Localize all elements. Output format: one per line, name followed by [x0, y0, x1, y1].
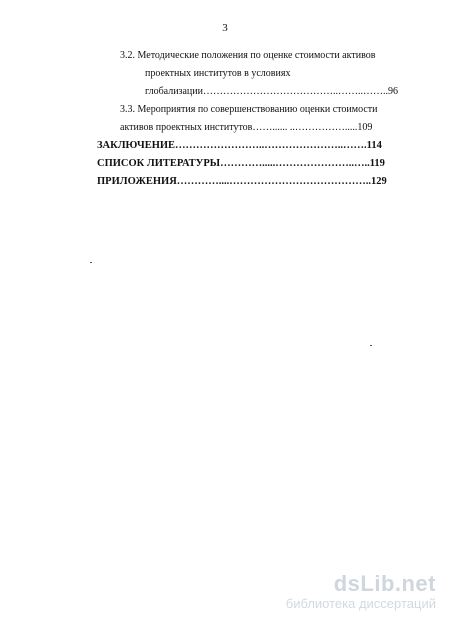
toc-item-3-2-line-2: проектных институтов в условиях	[145, 68, 291, 79]
toc-conclusion: ЗАКЛЮЧЕНИЕ……………………..…………………..…….114	[97, 140, 382, 151]
scan-speck	[370, 345, 372, 346]
toc-item-3-2-line-3: глобализации…………………………………..……..……..96	[145, 86, 398, 97]
toc-appendices: ПРИЛОЖЕНИЯ…………....…………………………………..129	[97, 176, 387, 187]
toc-item-3-2-line-1: 3.2. Методические положения по оценке стоимости активов	[120, 50, 376, 61]
page-number: 3	[222, 22, 228, 34]
toc-item-3-3-line-1: 3.3. Мероприятия по совершенствованию оценки стоимости	[120, 104, 378, 115]
watermark-logo: dsLib.net	[333, 571, 436, 596]
toc-references: СПИСОК ЛИТЕРАТУРЫ………….....…………………..…..119	[97, 158, 385, 169]
watermark	[286, 572, 436, 611]
toc-item-3-3-line-2: активов проектных институтов……...... ..…………….....109	[120, 122, 373, 133]
watermark-subtitle: библиотека диссертаций	[285, 596, 436, 611]
scan-speck	[90, 262, 92, 263]
